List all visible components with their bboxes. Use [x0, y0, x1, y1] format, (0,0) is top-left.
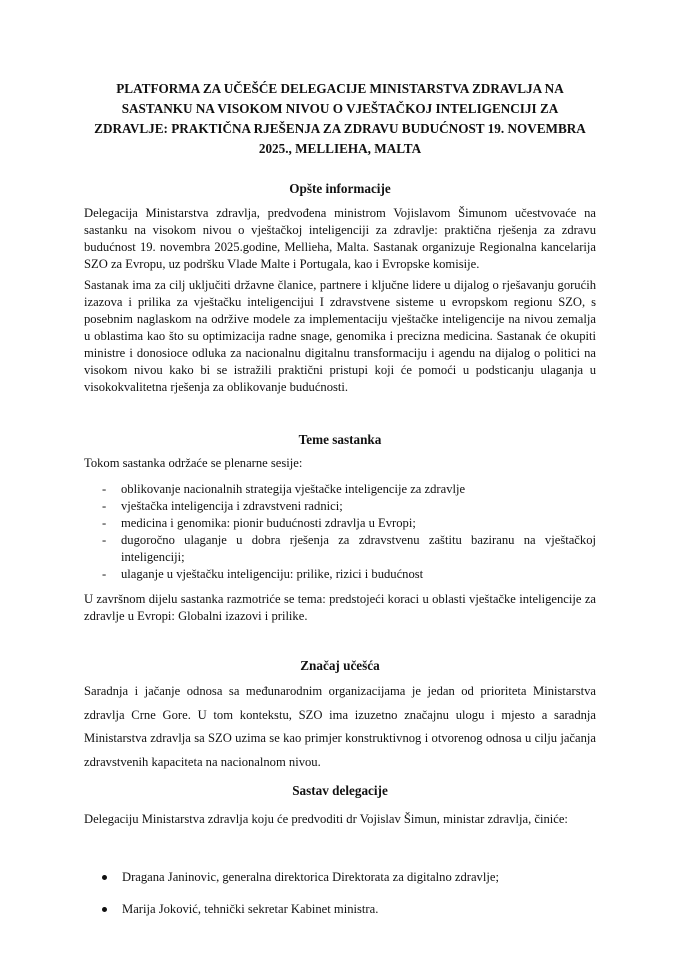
section-heading-topics: Teme sastanka	[298, 432, 382, 447]
dash-marker: -	[102, 499, 107, 513]
list-item: - medicina i genomika: pionir budućnosti zdravlja u Evropi;	[102, 516, 416, 530]
delegation-members	[84, 869, 596, 918]
bullet-icon	[102, 907, 107, 912]
section-heading-general: Opšte informacije	[289, 181, 391, 196]
general-paragraph-2: Sastanak ima za cilj uključiti državne članice, partnere i ključne lidere u dijalog o rješavanju gorućih izazova i prilika za vještačku inteligencijui I zdravstvene sisteme u evropskom regionu SZO, s posebnim naglaskom na održive modele za implementaciju vještačke inteligencije na nivou zemalja u oblastima kao što su optimizacija radne snage, genomika i precizna medicina. Sastanak će okupiti ministre i donosioce odluka za nacionalnu digitalnu transformaciju i agendu na dijalog o politici na visokom nivou kako bi se istražili praktični pristupi koji će pomoći u podsticanju ulaganja u visokokvalitetna rješenja za oblikovanje budućnosti.	[84, 278, 596, 394]
list-item: Marija Joković, tehnički sekretar Kabinet ministra.	[84, 901, 596, 918]
general-paragraph-1: Delegacija Ministarstva zdravlja, predvođena ministrom Vojislavom Šimunom učestvovaće na sastanku na visokom nivou o vještačkoj inteligenciji za zdravlje: praktična rješenja za zdravu budućnost 19. novembra 2025.godine, Mellieha, Malta. Sastanak organizuje Regionalna kancelarija SZO za Evropu, uz podršku Vlade Malte i Portugala, kao i Evropske komisije.	[84, 206, 596, 271]
list-item: - vještačka inteligencija i zdravstveni radnici;	[102, 499, 343, 513]
list-item: - dugoročno ulaganje u dobra rješenja za zdravstvenu zaštitu baziranu na vještačkoj inteligenciji;	[102, 533, 596, 564]
bullet-icon	[102, 875, 107, 880]
importance-paragraph: Saradnja i jačanje odnosa sa međunarodnim organizacijama je jedan od prioriteta Ministarstva zdravlja Crne Gore. U tom kontekstu, SZO ima izuzetno značajnu ulogu i mjesto a saradnja Ministarstva zdravlja sa SZO uzima se kao primjer konstruktivnog i otvorenog odnosa u cilju jačanja zdravstvenih kapaciteta na nacionalnom nivou.	[84, 684, 596, 769]
list-item: - ulaganje u vještačku inteligenciju: prilike, rizici i budućnost	[102, 567, 424, 581]
document-title: PLATFORMA ZA UČEŠĆE DELEGACIJE MINISTARSTVA ZDRAVLJA NA SASTANKU NA VISOKOM NIVOU O VJEŠTAČKOJ INTELIGENCIJI ZA ZDRAVLJE: PRAKTIČNA RJEŠENJA ZA ZDRAVU BUDUĆNOST 19. NOVEMBRA 2025., MELLIEHA, MALTA	[94, 81, 586, 156]
delegation-intro: Delegaciju Ministarstva zdravlja koju će predvoditi dr Vojislav Šimun, ministar zdravlja, činiće:	[84, 812, 568, 826]
topics-list	[84, 481, 596, 583]
section-heading-importance: Značaj učešća	[300, 658, 380, 673]
dash-marker: -	[102, 516, 107, 530]
topics-closing: U završnom dijelu sastanka razmotriće se tema: predstojeći koraci u oblasti vještačke inteligencije za zdravlje u Evropi: Globalni izazovi i prilike.	[84, 592, 596, 623]
dash-marker: -	[102, 567, 107, 581]
topics-intro: Tokom sastanka održaće se plenarne sesije:	[84, 456, 303, 470]
dash-marker: -	[102, 533, 107, 547]
dash-marker: -	[102, 482, 107, 496]
list-item: - oblikovanje nacionalnih strategija vještačke inteligencije za zdravlje	[102, 482, 466, 496]
section-heading-delegation: Sastav delegacije	[292, 783, 388, 798]
list-item: Dragana Janinovic, generalna direktorica Direktorata za digitalno zdravlje;	[84, 869, 596, 886]
